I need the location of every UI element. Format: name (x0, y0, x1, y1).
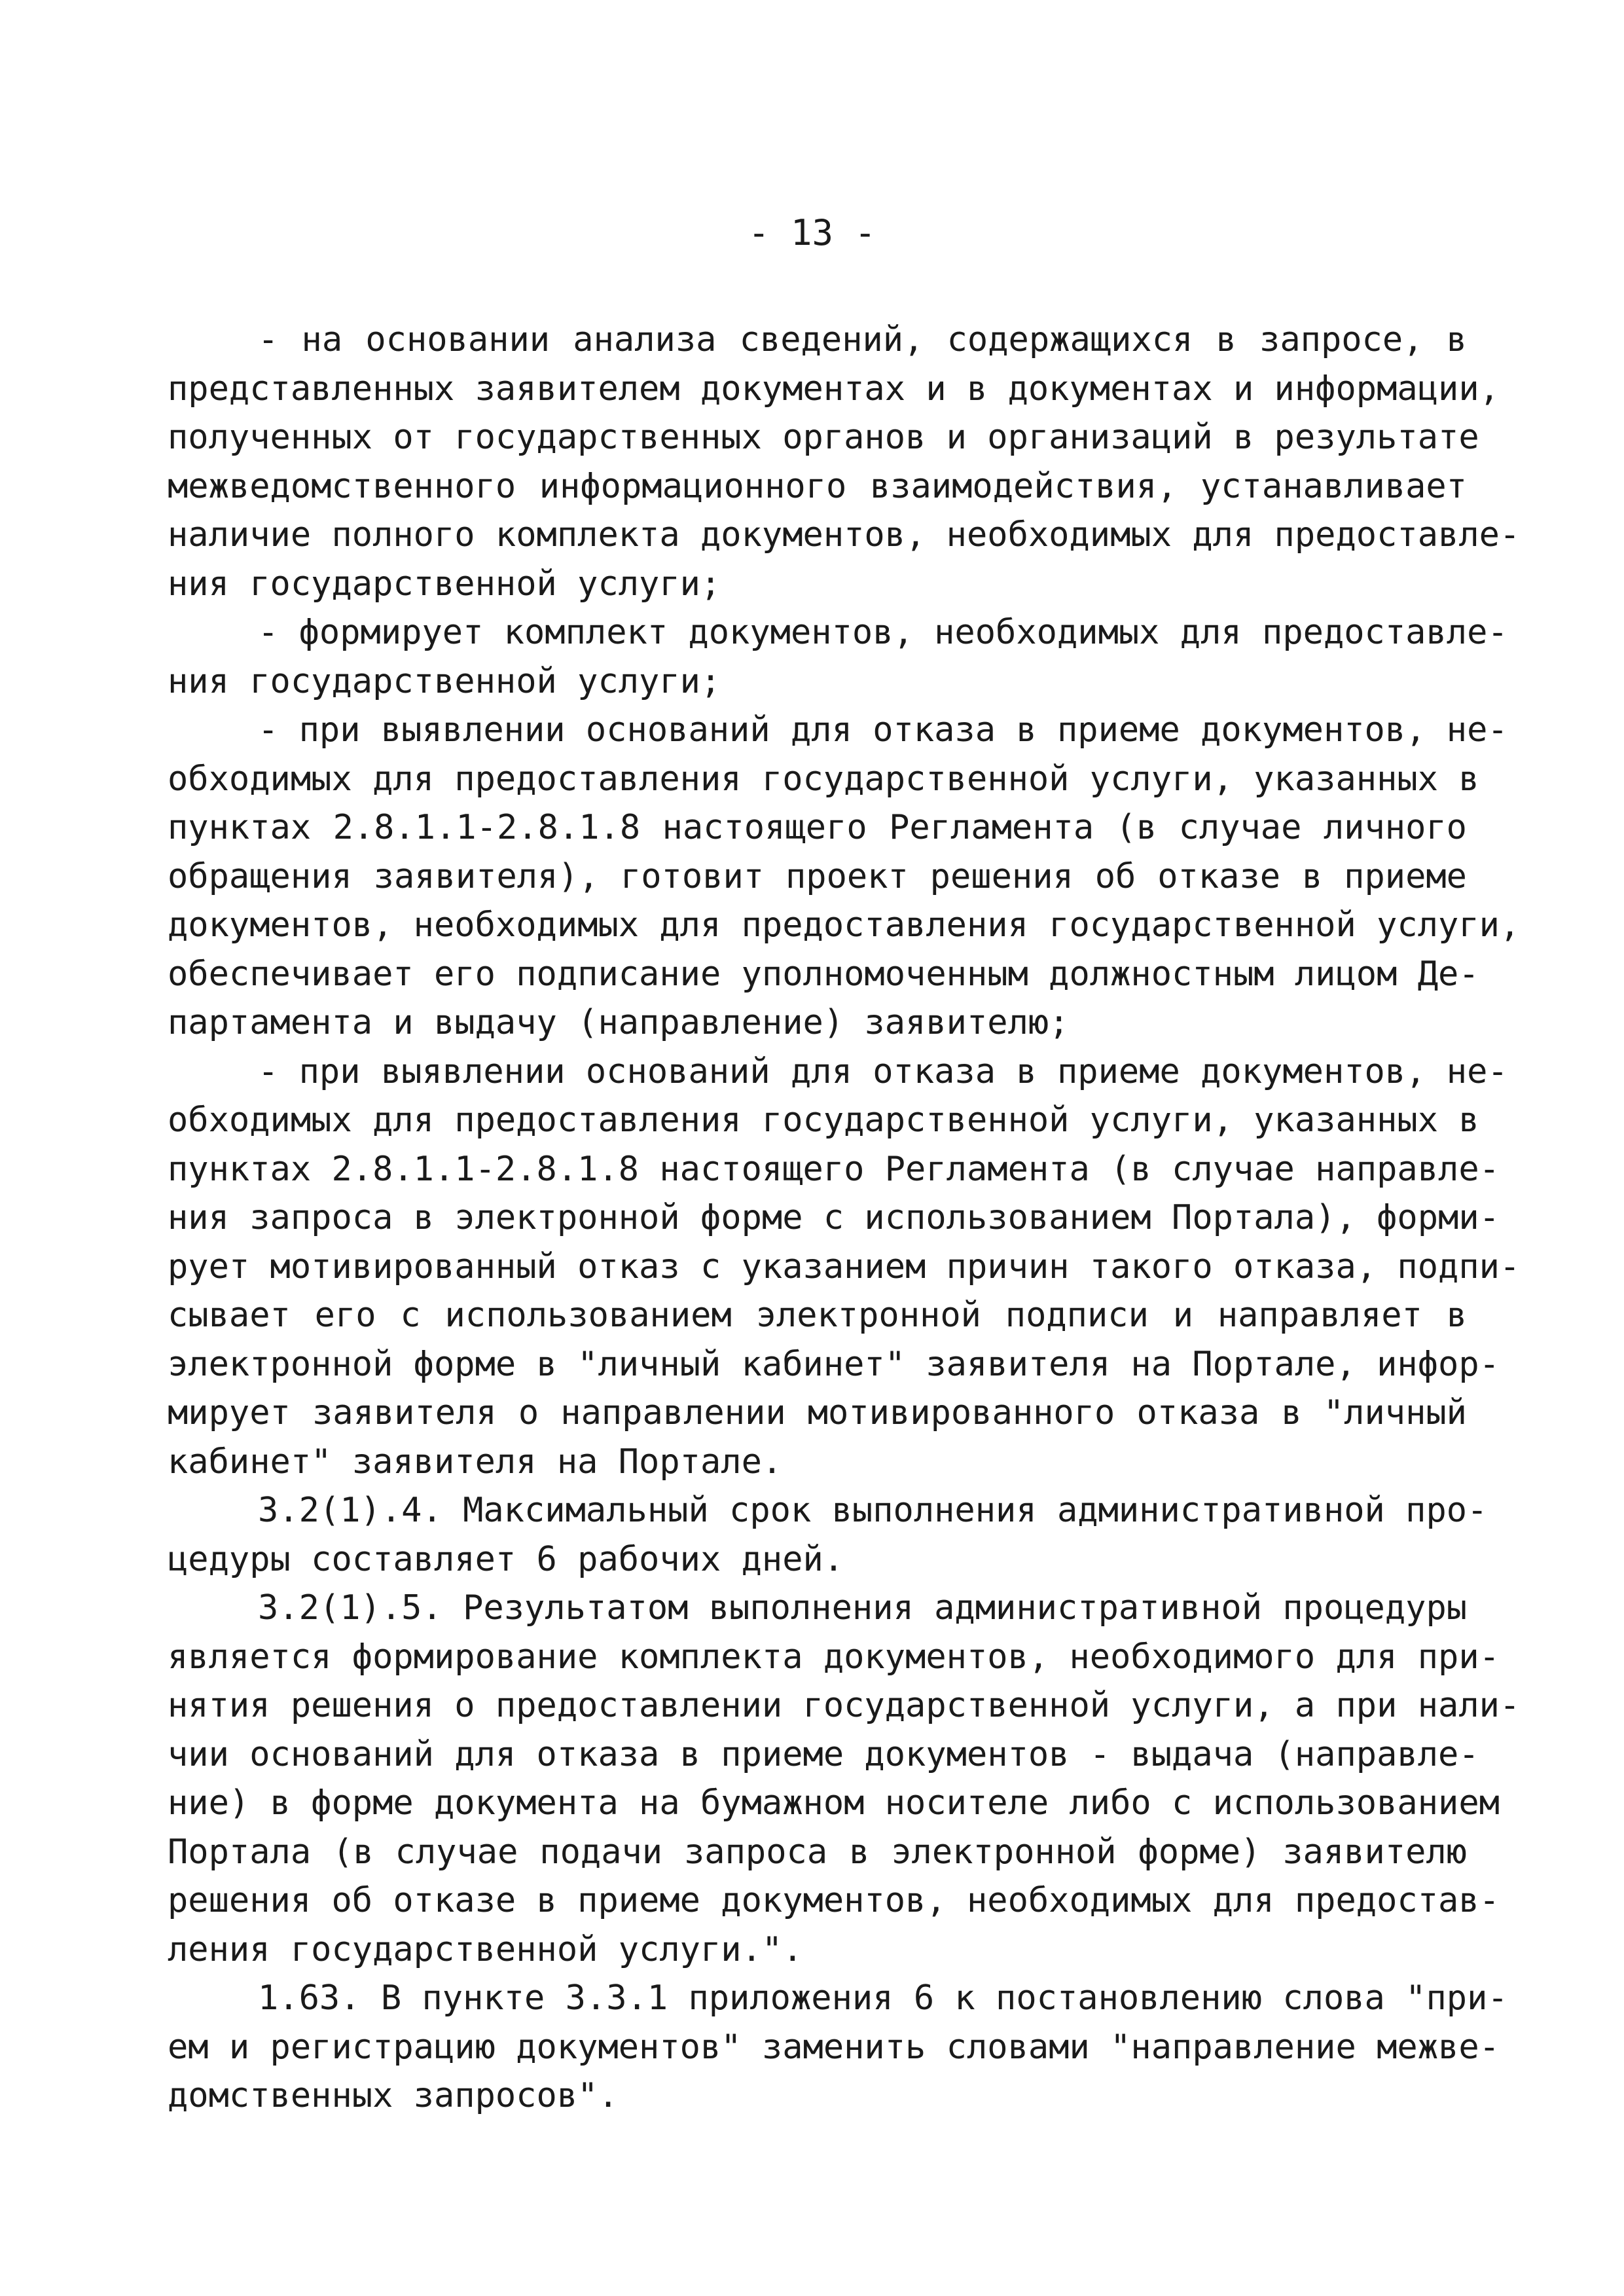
text-line: документов, необходимых для предоставления государственной услуги, (168, 905, 1521, 945)
text-line: партамента и выдачу (направление) заявителю; (168, 1003, 1070, 1042)
text-line: мирует заявителя о направлении мотивированного отказа в "личный (168, 1393, 1467, 1432)
page-number: - 13 - (748, 212, 876, 253)
text-line: - при выявлении оснований для отказа в приеме документов, не- (258, 710, 1508, 750)
text-line: чии оснований для отказа в приеме документов - выдача (направле- (168, 1734, 1479, 1774)
text-line: 3.2(1).5. Результатом выполнения административной процедуры (258, 1588, 1468, 1628)
text-line: пунктах 2.8.1.1-2.8.1.8 настоящего Регламента (в случае направле- (168, 1149, 1500, 1189)
paragraph (168, 608, 1508, 706)
text-line: домственных запросов". (168, 2076, 619, 2115)
text-line: ние) в форме документа на бумажном носителе либо с использованием (168, 1783, 1500, 1823)
text-line: пунктах 2.8.1.1-2.8.1.8 настоящего Регламента (в случае личного (168, 808, 1467, 847)
paragraph (168, 1486, 1488, 1584)
text-line: сывает его с использованием электронной подписи и направляет в (168, 1296, 1467, 1335)
text-line: - при выявлении оснований для отказа в приеме документов, не- (258, 1051, 1508, 1091)
paragraph (168, 1048, 1521, 1487)
text-line: полученных от государственных органов и организаций в результате (168, 418, 1479, 457)
text-line: является формирование комплекта документов, необходимого для при- (168, 1637, 1500, 1677)
text-line: наличие полного комплекта документов, необходимых для предоставле- (168, 515, 1521, 555)
text-line: решения об отказе в приеме документов, необходимых для предостав- (168, 1881, 1500, 1920)
text-line: - на основании анализа сведений, содержащихся в запросе, в (258, 320, 1467, 359)
paragraph (168, 1974, 1508, 2121)
text-line: обращения заявителя), готовит проект решения об отказе в приеме (168, 856, 1467, 896)
paragraph (168, 316, 1521, 608)
text-line: 3.2(1).4. Максимальный срок выполнения административной про- (258, 1491, 1488, 1530)
text-line: представленных заявителем документах и в документах и информации, (168, 369, 1500, 409)
document-body (168, 316, 1521, 2121)
text-line: ния государственной услуги; (168, 564, 721, 604)
text-line: нятия решения о предоставлении государственной услуги, а при нали- (168, 1686, 1521, 1725)
text-line: межведомственного информационного взаимодействия, устанавливает (168, 466, 1467, 506)
text-line: кабинет" заявителя на Портале. (168, 1442, 783, 1482)
text-line: цедуры составляет 6 рабочих дней. (168, 1539, 844, 1579)
text-line: электронной форме в "личный кабинет" заявителя на Портале, инфор- (168, 1344, 1500, 1384)
text-line: обходимых для предоставления государственной услуги, указанных в (168, 1101, 1479, 1140)
text-line: ния запроса в электронной форме с использованием Портала), форми- (168, 1198, 1500, 1237)
text-line: Портала (в случае подачи запроса в электронной форме) заявителю (168, 1832, 1467, 1872)
text-line: ления государственной услуги.". (168, 1929, 803, 1969)
text-line: обеспечивает его подписание уполномоченным должностным лицом Де- (168, 954, 1479, 994)
text-line: рует мотивированный отказ с указанием причин такого отказа, подпи- (168, 1247, 1521, 1286)
text-line: 1.63. В пункте 3.3.1 приложения 6 к постановлению слова "при- (258, 1978, 1508, 2018)
paragraph (168, 706, 1521, 1048)
text-line: ния государственной услуги; (168, 661, 721, 701)
text-line: обходимых для предоставления государственной услуги, указанных в (168, 759, 1479, 799)
text-line: ем и регистрацию документов" заменить словами "направление межве- (168, 2027, 1500, 2067)
text-line: - формирует комплект документов, необходимых для предоставле- (258, 613, 1508, 652)
paragraph (168, 1584, 1521, 1974)
